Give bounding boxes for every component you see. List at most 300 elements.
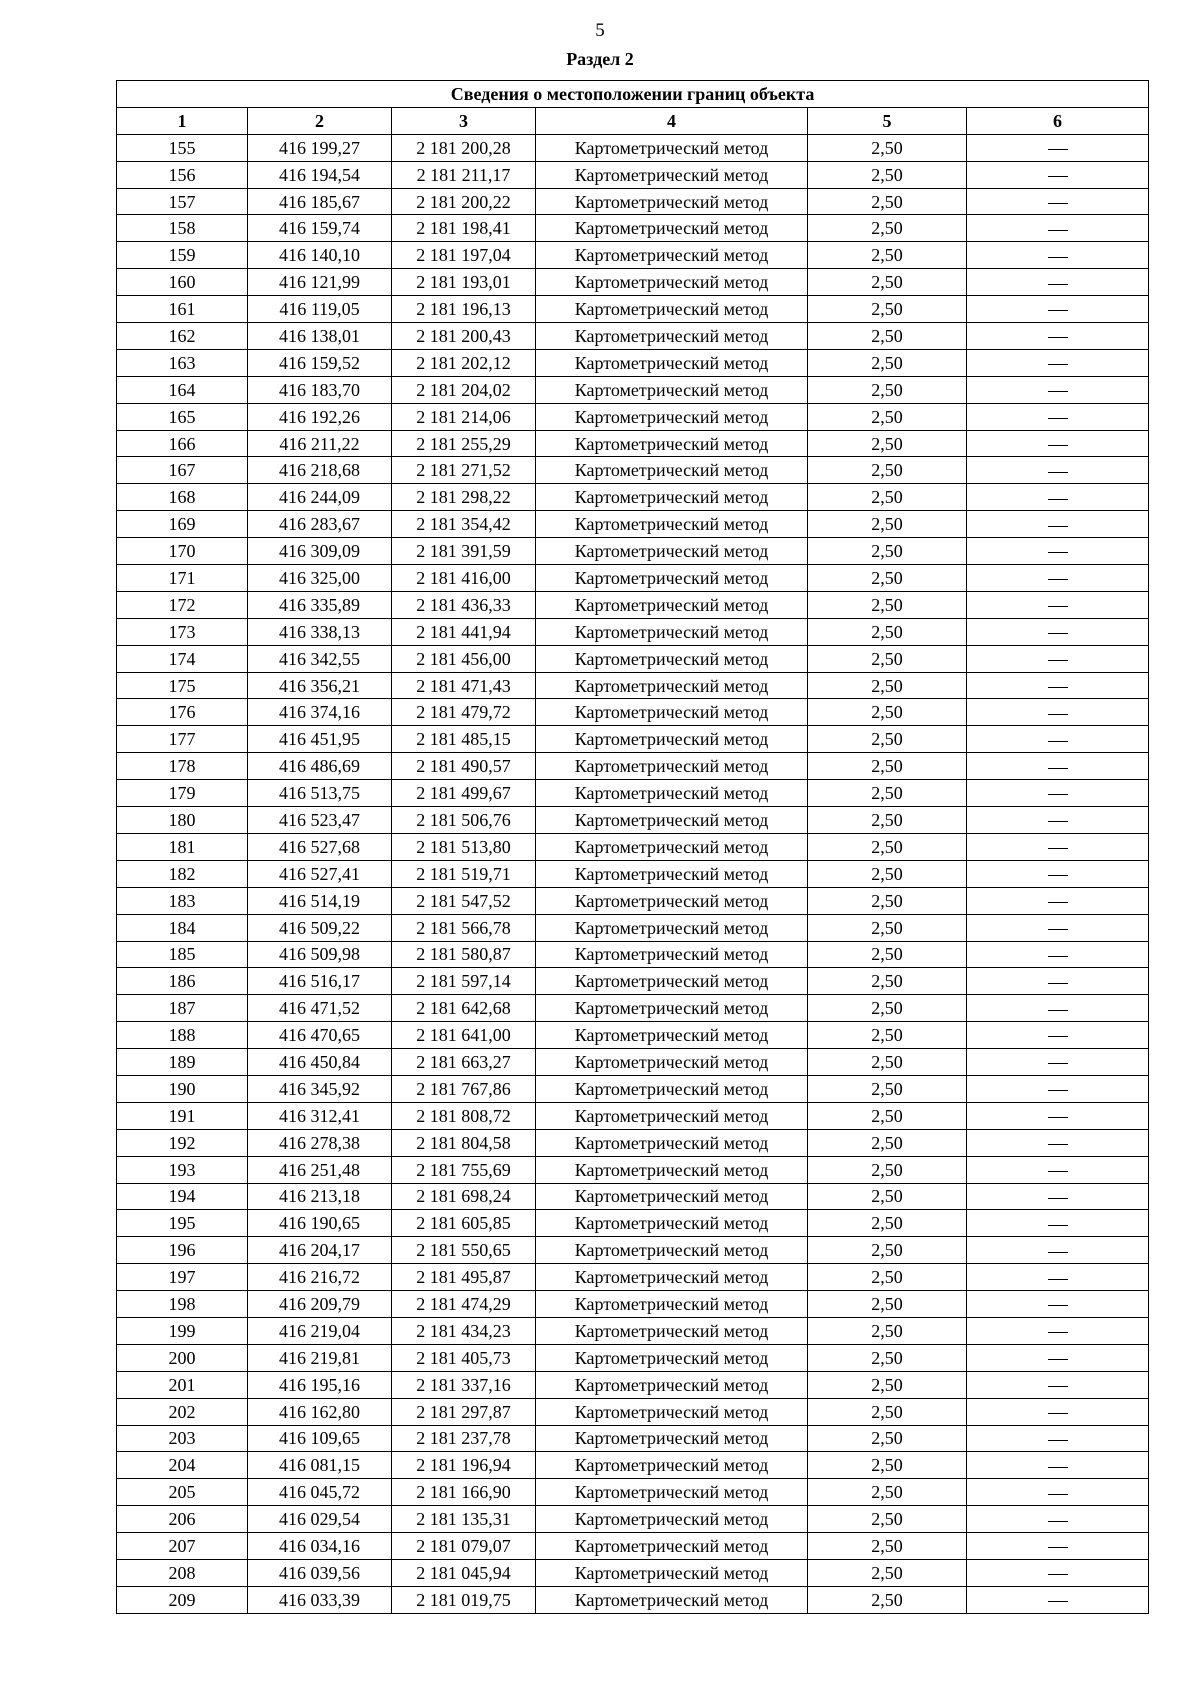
accuracy-cell: 2,50 — [808, 914, 967, 941]
point-number-cell: 175 — [117, 672, 248, 699]
point-number-cell: 201 — [117, 1371, 248, 1398]
table-row — [117, 1371, 1149, 1398]
point-number-cell: 208 — [117, 1559, 248, 1586]
method-cell: Картометрический метод — [536, 833, 808, 860]
y-coordinate-cell: 2 181 204,02 — [392, 376, 536, 403]
accuracy-cell: 2,50 — [808, 1264, 967, 1291]
accuracy-cell: 2,50 — [808, 1559, 967, 1586]
method-cell: Картометрический метод — [536, 1075, 808, 1102]
description-cell — [967, 753, 1149, 780]
point-number-cell: 158 — [117, 215, 248, 242]
empty-dash — [1048, 337, 1068, 338]
empty-dash — [1048, 1413, 1068, 1414]
method-cell: Картометрический метод — [536, 457, 808, 484]
accuracy-cell: 2,50 — [808, 376, 967, 403]
table-row — [117, 296, 1149, 323]
y-coordinate-cell: 2 181 200,43 — [392, 323, 536, 350]
method-cell: Картометрический метод — [536, 807, 808, 834]
description-cell — [967, 1075, 1149, 1102]
table-row — [117, 484, 1149, 511]
x-coordinate-cell: 416 471,52 — [248, 995, 392, 1022]
x-coordinate-cell: 416 121,99 — [248, 269, 392, 296]
method-cell: Картометрический метод — [536, 403, 808, 430]
accuracy-cell: 2,50 — [808, 296, 967, 323]
y-coordinate-cell: 2 181 490,57 — [392, 753, 536, 780]
y-coordinate-cell: 2 181 200,28 — [392, 134, 536, 161]
accuracy-cell: 2,50 — [808, 188, 967, 215]
x-coordinate-cell: 416 513,75 — [248, 780, 392, 807]
accuracy-cell: 2,50 — [808, 484, 967, 511]
x-coordinate-cell: 416 119,05 — [248, 296, 392, 323]
point-number-cell: 164 — [117, 376, 248, 403]
point-number-cell: 165 — [117, 403, 248, 430]
point-number-cell: 200 — [117, 1344, 248, 1371]
table-row — [117, 1452, 1149, 1479]
table-row — [117, 941, 1149, 968]
point-number-cell: 199 — [117, 1317, 248, 1344]
empty-dash — [1048, 1144, 1068, 1145]
empty-dash — [1048, 149, 1068, 150]
description-cell — [967, 887, 1149, 914]
point-number-cell: 156 — [117, 161, 248, 188]
method-cell: Картометрический метод — [536, 591, 808, 618]
table-row — [117, 591, 1149, 618]
description-cell — [967, 1586, 1149, 1613]
point-number-cell: 188 — [117, 1022, 248, 1049]
empty-dash — [1048, 687, 1068, 688]
empty-dash — [1048, 956, 1068, 957]
description-cell — [967, 1371, 1149, 1398]
accuracy-cell: 2,50 — [808, 134, 967, 161]
point-number-cell: 162 — [117, 323, 248, 350]
method-cell: Картометрический метод — [536, 887, 808, 914]
table-row — [117, 1398, 1149, 1425]
empty-dash — [1048, 1547, 1068, 1548]
empty-dash — [1048, 821, 1068, 822]
x-coordinate-cell: 416 345,92 — [248, 1075, 392, 1102]
empty-dash — [1048, 1225, 1068, 1226]
method-cell: Картометрический метод — [536, 188, 808, 215]
table-row — [117, 1264, 1149, 1291]
table-row — [117, 511, 1149, 538]
point-number-cell: 204 — [117, 1452, 248, 1479]
y-coordinate-cell: 2 181 354,42 — [392, 511, 536, 538]
empty-dash — [1048, 526, 1068, 527]
x-coordinate-cell: 416 216,72 — [248, 1264, 392, 1291]
description-cell — [967, 672, 1149, 699]
x-coordinate-cell: 416 486,69 — [248, 753, 392, 780]
accuracy-cell: 2,50 — [808, 591, 967, 618]
y-coordinate-cell: 2 181 255,29 — [392, 430, 536, 457]
description-cell — [967, 995, 1149, 1022]
point-number-cell: 177 — [117, 726, 248, 753]
y-coordinate-cell: 2 181 079,07 — [392, 1533, 536, 1560]
description-cell — [967, 807, 1149, 834]
table-row — [117, 1425, 1149, 1452]
empty-dash — [1048, 848, 1068, 849]
column-header: 6 — [967, 107, 1149, 134]
table-row — [117, 914, 1149, 941]
table-row — [117, 1317, 1149, 1344]
x-coordinate-cell: 416 219,04 — [248, 1317, 392, 1344]
description-cell — [967, 726, 1149, 753]
section-title: Раздел 2 — [566, 49, 634, 69]
method-cell: Картометрический метод — [536, 968, 808, 995]
x-coordinate-cell: 416 159,52 — [248, 349, 392, 376]
accuracy-cell: 2,50 — [808, 1022, 967, 1049]
point-number-cell: 169 — [117, 511, 248, 538]
method-cell: Картометрический метод — [536, 430, 808, 457]
x-coordinate-cell: 416 374,16 — [248, 699, 392, 726]
table-row — [117, 618, 1149, 645]
table-row — [117, 134, 1149, 161]
point-number-cell: 172 — [117, 591, 248, 618]
point-number-cell: 160 — [117, 269, 248, 296]
x-coordinate-cell: 416 244,09 — [248, 484, 392, 511]
accuracy-cell: 2,50 — [808, 430, 967, 457]
x-coordinate-cell: 416 199,27 — [248, 134, 392, 161]
point-number-cell: 182 — [117, 860, 248, 887]
x-coordinate-cell: 416 081,15 — [248, 1452, 392, 1479]
method-cell: Картометрический метод — [536, 1210, 808, 1237]
point-number-cell: 206 — [117, 1506, 248, 1533]
x-coordinate-cell: 416 309,09 — [248, 538, 392, 565]
empty-dash — [1048, 364, 1068, 365]
accuracy-cell: 2,50 — [808, 242, 967, 269]
x-coordinate-cell: 416 218,68 — [248, 457, 392, 484]
point-number-cell: 195 — [117, 1210, 248, 1237]
point-number-cell: 155 — [117, 134, 248, 161]
point-number-cell: 180 — [117, 807, 248, 834]
accuracy-cell: 2,50 — [808, 1452, 967, 1479]
point-number-cell: 163 — [117, 349, 248, 376]
y-coordinate-cell: 2 181 337,16 — [392, 1371, 536, 1398]
point-number-cell: 171 — [117, 565, 248, 592]
table-row — [117, 753, 1149, 780]
table-row — [117, 1479, 1149, 1506]
description-cell — [967, 1264, 1149, 1291]
x-coordinate-cell: 416 312,41 — [248, 1102, 392, 1129]
method-cell: Картометрический метод — [536, 1291, 808, 1318]
accuracy-cell: 2,50 — [808, 1344, 967, 1371]
accuracy-cell: 2,50 — [808, 1371, 967, 1398]
description-cell — [967, 591, 1149, 618]
y-coordinate-cell: 2 181 506,76 — [392, 807, 536, 834]
point-number-cell: 184 — [117, 914, 248, 941]
table-row — [117, 780, 1149, 807]
point-number-cell: 197 — [117, 1264, 248, 1291]
point-number-cell: 157 — [117, 188, 248, 215]
y-coordinate-cell: 2 181 193,01 — [392, 269, 536, 296]
method-cell: Картометрический метод — [536, 349, 808, 376]
method-cell: Картометрический метод — [536, 296, 808, 323]
y-coordinate-cell: 2 181 755,69 — [392, 1156, 536, 1183]
description-cell — [967, 699, 1149, 726]
table-row — [117, 1183, 1149, 1210]
empty-dash — [1048, 875, 1068, 876]
y-coordinate-cell: 2 181 196,13 — [392, 296, 536, 323]
table-row — [117, 349, 1149, 376]
description-cell — [967, 1425, 1149, 1452]
empty-dash — [1048, 391, 1068, 392]
point-number-cell: 181 — [117, 833, 248, 860]
accuracy-cell: 2,50 — [808, 1586, 967, 1613]
accuracy-cell: 2,50 — [808, 1075, 967, 1102]
description-cell — [967, 269, 1149, 296]
point-number-cell: 202 — [117, 1398, 248, 1425]
table-row — [117, 833, 1149, 860]
x-coordinate-cell: 416 029,54 — [248, 1506, 392, 1533]
accuracy-cell: 2,50 — [808, 215, 967, 242]
description-cell — [967, 941, 1149, 968]
y-coordinate-cell: 2 181 456,00 — [392, 645, 536, 672]
x-coordinate-cell: 416 451,95 — [248, 726, 392, 753]
table-row — [117, 1210, 1149, 1237]
description-cell — [967, 296, 1149, 323]
description-cell — [967, 1022, 1149, 1049]
method-cell: Картометрический метод — [536, 914, 808, 941]
table-row — [117, 699, 1149, 726]
empty-dash — [1048, 1521, 1068, 1522]
method-cell: Картометрический метод — [536, 538, 808, 565]
x-coordinate-cell: 416 278,38 — [248, 1129, 392, 1156]
table-row — [117, 430, 1149, 457]
empty-dash — [1048, 660, 1068, 661]
method-cell: Картометрический метод — [536, 1264, 808, 1291]
y-coordinate-cell: 2 181 416,00 — [392, 565, 536, 592]
method-cell: Картометрический метод — [536, 860, 808, 887]
point-number-cell: 189 — [117, 1049, 248, 1076]
description-cell — [967, 860, 1149, 887]
empty-dash — [1048, 176, 1068, 177]
method-cell: Картометрический метод — [536, 565, 808, 592]
x-coordinate-cell: 416 213,18 — [248, 1183, 392, 1210]
point-number-cell: 187 — [117, 995, 248, 1022]
accuracy-cell: 2,50 — [808, 618, 967, 645]
method-cell: Картометрический метод — [536, 1371, 808, 1398]
table-row — [117, 672, 1149, 699]
method-cell: Картометрический метод — [536, 1559, 808, 1586]
accuracy-cell: 2,50 — [808, 511, 967, 538]
description-cell — [967, 1479, 1149, 1506]
method-cell: Картометрический метод — [536, 511, 808, 538]
y-coordinate-cell: 2 181 019,75 — [392, 1586, 536, 1613]
table-row — [117, 215, 1149, 242]
accuracy-cell: 2,50 — [808, 1425, 967, 1452]
accuracy-cell: 2,50 — [808, 1479, 967, 1506]
y-coordinate-cell: 2 181 804,58 — [392, 1129, 536, 1156]
x-coordinate-cell: 416 034,16 — [248, 1533, 392, 1560]
description-cell — [967, 1129, 1149, 1156]
point-number-cell: 185 — [117, 941, 248, 968]
table-row — [117, 1129, 1149, 1156]
method-cell: Картометрический метод — [536, 780, 808, 807]
column-header: 3 — [392, 107, 536, 134]
table-caption: Сведения о местоположении границ объекта — [117, 81, 1149, 108]
page-number: 5 — [595, 20, 605, 41]
x-coordinate-cell: 416 039,56 — [248, 1559, 392, 1586]
method-cell: Картометрический метод — [536, 1533, 808, 1560]
y-coordinate-cell: 2 181 479,72 — [392, 699, 536, 726]
column-header: 4 — [536, 107, 808, 134]
method-cell: Картометрический метод — [536, 995, 808, 1022]
method-cell: Картометрический метод — [536, 323, 808, 350]
accuracy-cell: 2,50 — [808, 1156, 967, 1183]
accuracy-cell: 2,50 — [808, 1506, 967, 1533]
y-coordinate-cell: 2 181 495,87 — [392, 1264, 536, 1291]
empty-dash — [1048, 1198, 1068, 1199]
accuracy-cell: 2,50 — [808, 833, 967, 860]
y-coordinate-cell: 2 181 045,94 — [392, 1559, 536, 1586]
empty-dash — [1048, 310, 1068, 311]
accuracy-cell: 2,50 — [808, 780, 967, 807]
description-cell — [967, 1049, 1149, 1076]
y-coordinate-cell: 2 181 434,23 — [392, 1317, 536, 1344]
method-cell: Картометрический метод — [536, 376, 808, 403]
y-coordinate-cell: 2 181 642,68 — [392, 995, 536, 1022]
point-number-cell: 159 — [117, 242, 248, 269]
accuracy-cell: 2,50 — [808, 941, 967, 968]
accuracy-cell: 2,50 — [808, 565, 967, 592]
y-coordinate-cell: 2 181 605,85 — [392, 1210, 536, 1237]
empty-dash — [1048, 794, 1068, 795]
table-row — [117, 188, 1149, 215]
x-coordinate-cell: 416 356,21 — [248, 672, 392, 699]
y-coordinate-cell: 2 181 405,73 — [392, 1344, 536, 1371]
empty-dash — [1048, 1063, 1068, 1064]
method-cell: Картометрический метод — [536, 645, 808, 672]
empty-dash — [1048, 1117, 1068, 1118]
point-number-cell: 196 — [117, 1237, 248, 1264]
y-coordinate-cell: 2 181 197,04 — [392, 242, 536, 269]
point-number-cell: 207 — [117, 1533, 248, 1560]
accuracy-cell: 2,50 — [808, 968, 967, 995]
accuracy-cell: 2,50 — [808, 1049, 967, 1076]
x-coordinate-cell: 416 185,67 — [248, 188, 392, 215]
column-header: 1 — [117, 107, 248, 134]
x-coordinate-cell: 416 338,13 — [248, 618, 392, 645]
y-coordinate-cell: 2 181 767,86 — [392, 1075, 536, 1102]
table-row — [117, 403, 1149, 430]
description-cell — [967, 1398, 1149, 1425]
table-row — [117, 1022, 1149, 1049]
description-cell — [967, 968, 1149, 995]
point-number-cell: 161 — [117, 296, 248, 323]
empty-dash — [1048, 418, 1068, 419]
x-coordinate-cell: 416 162,80 — [248, 1398, 392, 1425]
x-coordinate-cell: 416 204,17 — [248, 1237, 392, 1264]
empty-dash — [1048, 1440, 1068, 1441]
point-number-cell: 166 — [117, 430, 248, 457]
accuracy-cell: 2,50 — [808, 699, 967, 726]
accuracy-cell: 2,50 — [808, 1102, 967, 1129]
accuracy-cell: 2,50 — [808, 1210, 967, 1237]
method-cell: Картометрический метод — [536, 618, 808, 645]
point-number-cell: 203 — [117, 1425, 248, 1452]
accuracy-cell: 2,50 — [808, 1129, 967, 1156]
description-cell — [967, 1533, 1149, 1560]
method-cell: Картометрический метод — [536, 1506, 808, 1533]
accuracy-cell: 2,50 — [808, 995, 967, 1022]
description-cell — [967, 1102, 1149, 1129]
point-number-cell: 192 — [117, 1129, 248, 1156]
y-coordinate-cell: 2 181 550,65 — [392, 1237, 536, 1264]
method-cell: Картометрический метод — [536, 1102, 808, 1129]
description-cell — [967, 349, 1149, 376]
y-coordinate-cell: 2 181 166,90 — [392, 1479, 536, 1506]
point-number-cell: 183 — [117, 887, 248, 914]
x-coordinate-cell: 416 283,67 — [248, 511, 392, 538]
accuracy-cell: 2,50 — [808, 887, 967, 914]
method-cell: Картометрический метод — [536, 672, 808, 699]
empty-dash — [1048, 606, 1068, 607]
description-cell — [967, 1452, 1149, 1479]
y-coordinate-cell: 2 181 441,94 — [392, 618, 536, 645]
empty-dash — [1048, 768, 1068, 769]
empty-dash — [1048, 1494, 1068, 1495]
empty-dash — [1048, 1574, 1068, 1575]
point-number-cell: 209 — [117, 1586, 248, 1613]
accuracy-cell: 2,50 — [808, 1183, 967, 1210]
empty-dash — [1048, 741, 1068, 742]
method-cell: Картометрический метод — [536, 1586, 808, 1613]
table-row — [117, 1291, 1149, 1318]
method-cell: Картометрический метод — [536, 1237, 808, 1264]
point-number-cell: 193 — [117, 1156, 248, 1183]
table-row — [117, 645, 1149, 672]
table-row — [117, 1102, 1149, 1129]
point-number-cell: 173 — [117, 618, 248, 645]
description-cell — [967, 1210, 1149, 1237]
table-row — [117, 376, 1149, 403]
method-cell: Картометрический метод — [536, 753, 808, 780]
table-row — [117, 161, 1149, 188]
description-cell — [967, 484, 1149, 511]
y-coordinate-cell: 2 181 271,52 — [392, 457, 536, 484]
point-number-cell: 194 — [117, 1183, 248, 1210]
method-cell: Картометрический метод — [536, 1479, 808, 1506]
empty-dash — [1048, 472, 1068, 473]
table-row — [117, 1156, 1149, 1183]
description-cell — [967, 1344, 1149, 1371]
description-cell — [967, 1291, 1149, 1318]
y-coordinate-cell: 2 181 200,22 — [392, 188, 536, 215]
empty-dash — [1048, 1010, 1068, 1011]
y-coordinate-cell: 2 181 663,27 — [392, 1049, 536, 1076]
method-cell: Картометрический метод — [536, 1344, 808, 1371]
empty-dash — [1048, 1601, 1068, 1602]
y-coordinate-cell: 2 181 214,06 — [392, 403, 536, 430]
description-cell — [967, 323, 1149, 350]
point-number-cell: 176 — [117, 699, 248, 726]
y-coordinate-cell: 2 181 211,17 — [392, 161, 536, 188]
x-coordinate-cell: 416 033,39 — [248, 1586, 392, 1613]
empty-dash — [1048, 1090, 1068, 1091]
empty-dash — [1048, 1252, 1068, 1253]
y-coordinate-cell: 2 181 547,52 — [392, 887, 536, 914]
table-row — [117, 1586, 1149, 1613]
table-row — [117, 538, 1149, 565]
method-cell: Картометрический метод — [536, 1022, 808, 1049]
method-cell: Картометрический метод — [536, 726, 808, 753]
empty-dash — [1048, 902, 1068, 903]
x-coordinate-cell: 416 194,54 — [248, 161, 392, 188]
x-coordinate-cell: 416 509,22 — [248, 914, 392, 941]
empty-dash — [1048, 499, 1068, 500]
empty-dash — [1048, 257, 1068, 258]
table-row — [117, 1049, 1149, 1076]
y-coordinate-cell: 2 181 196,94 — [392, 1452, 536, 1479]
